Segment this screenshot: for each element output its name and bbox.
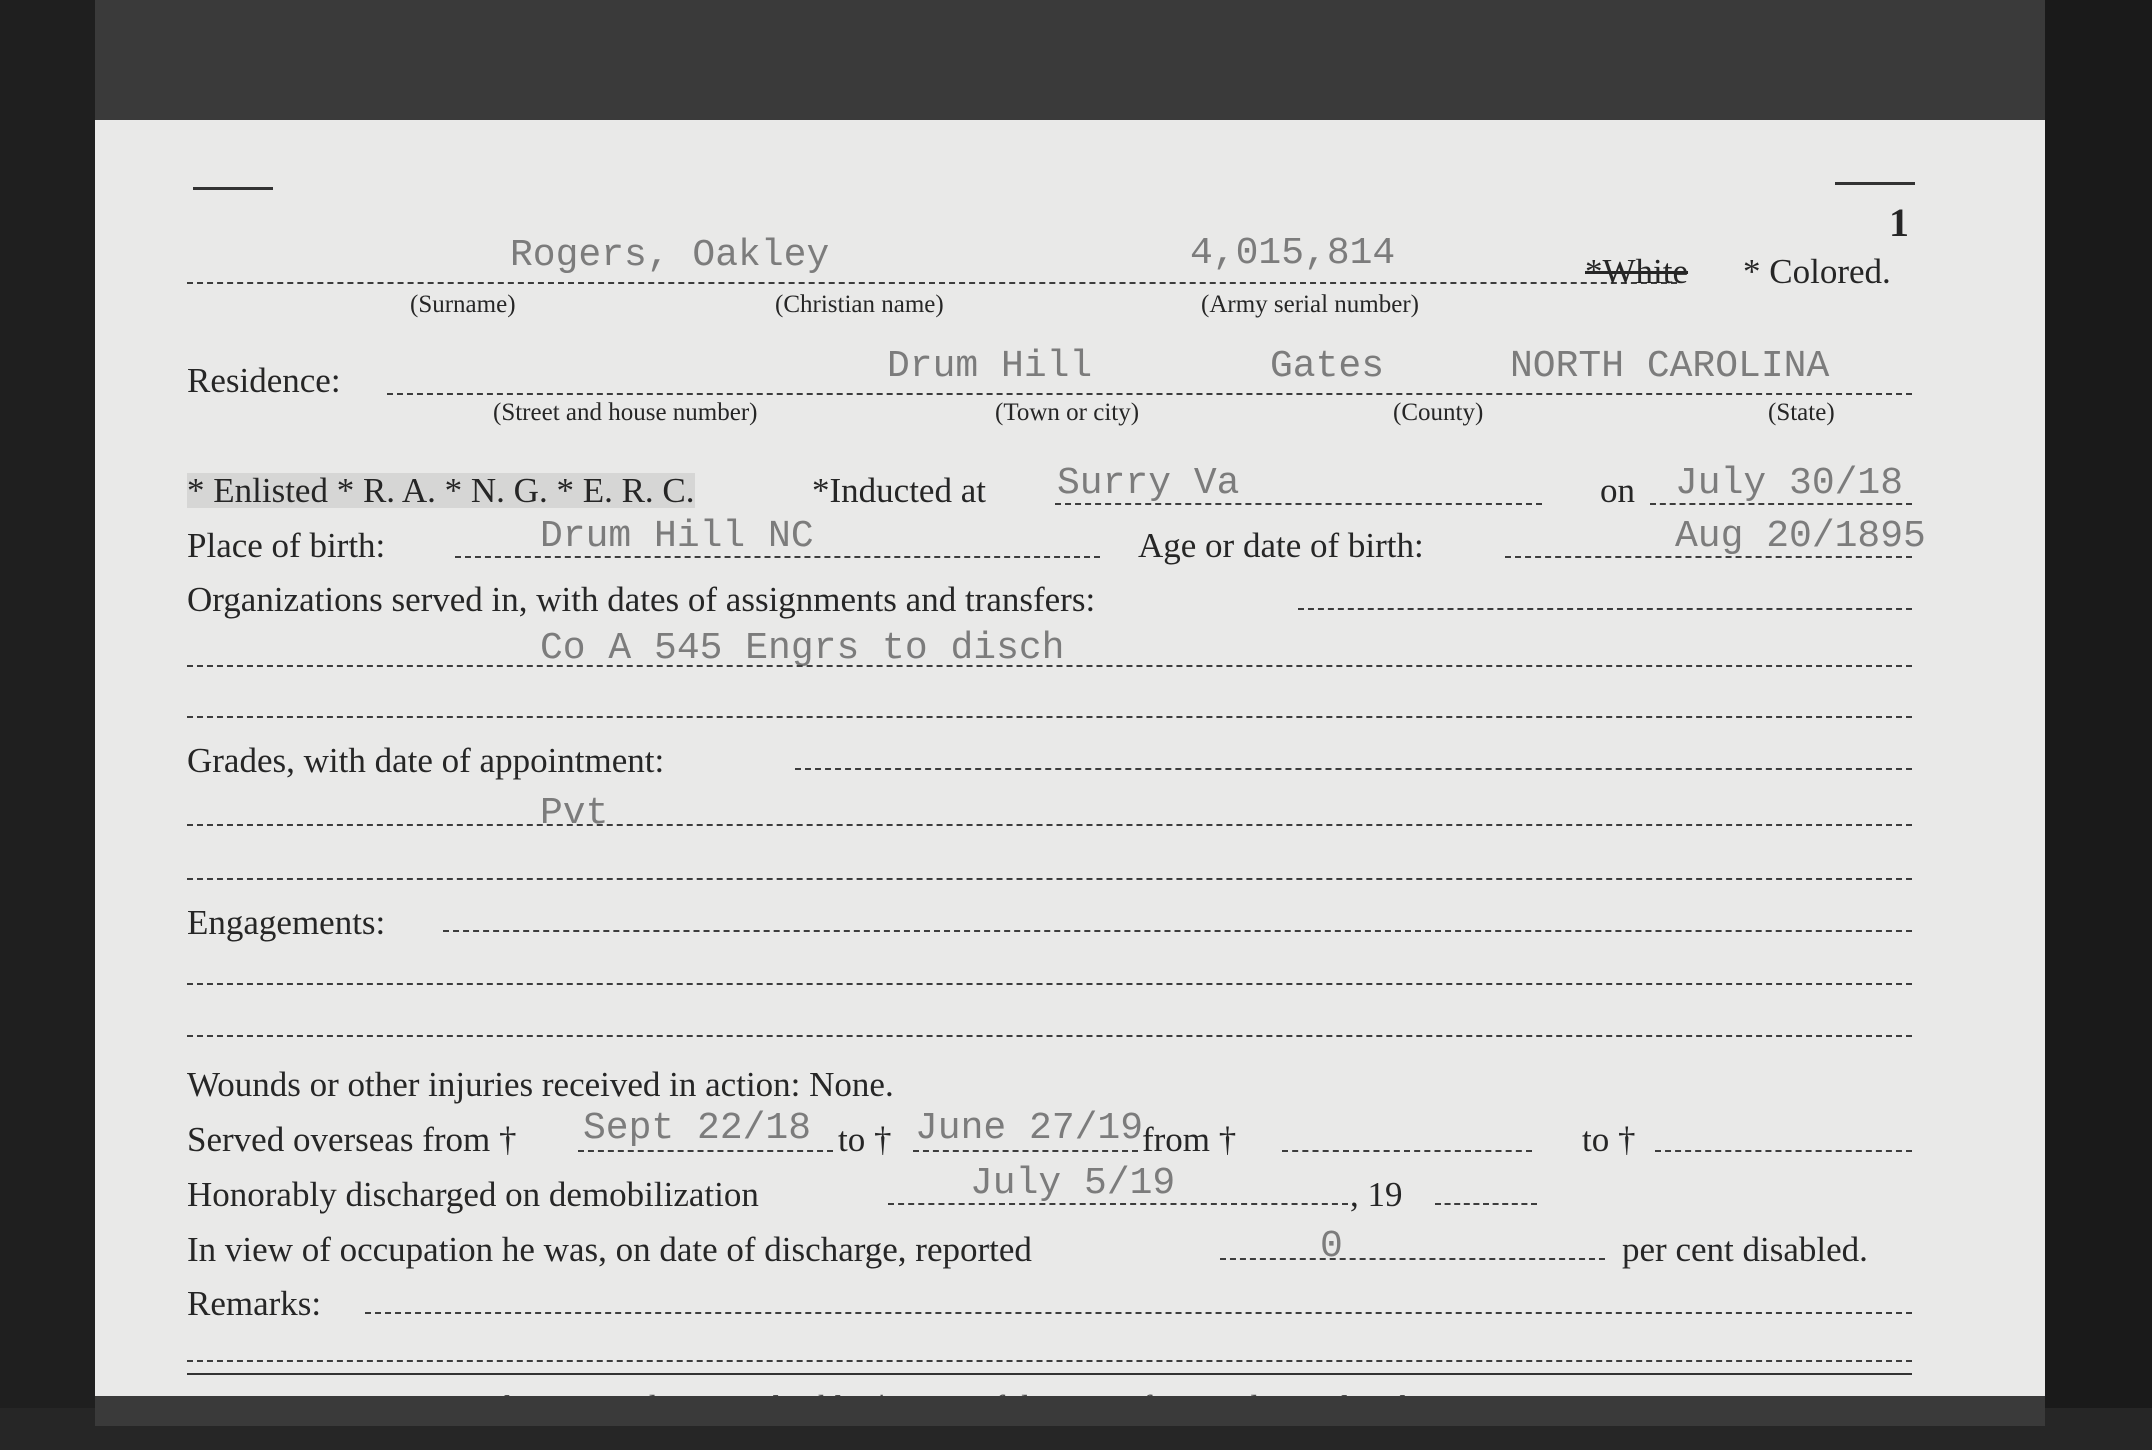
engagements-line-3 <box>187 1035 1912 1037</box>
engagements-label: Engagements: <box>187 903 386 942</box>
wounds-label: Wounds or other injuries received in action: None. <box>187 1065 894 1104</box>
engagements-line-2 <box>187 983 1912 985</box>
on-label: on <box>1600 471 1635 510</box>
overseas-to-date: June 27/19 <box>915 1107 1144 1150</box>
birth-date: Aug 20/1895 <box>1675 515 1926 558</box>
discharge-date: July 5/19 <box>970 1162 1176 1205</box>
percent-disabled-label: per cent disabled. <box>1622 1230 1868 1269</box>
grades-line-1 <box>795 768 1912 770</box>
inducted-place-line <box>1055 503 1542 505</box>
organizations-value: Co A 545 Engrs to disch <box>540 627 1065 670</box>
overseas-to-label: to † <box>838 1120 892 1159</box>
caption-state: (State) <box>1768 399 1835 426</box>
inducted-label: *Inducted at <box>812 471 986 510</box>
residence-line <box>387 393 1912 395</box>
discharged-label: Honorably discharged on demobilization <box>187 1175 759 1214</box>
service-record-card <box>95 120 2045 1420</box>
birthplace: Drum Hill NC <box>540 515 814 558</box>
birth-date-line <box>1505 556 1912 558</box>
card-bottom-shadow <box>95 1396 2045 1426</box>
caption-serial-number: (Army serial number) <box>1201 291 1419 318</box>
caption-town: (Town or city) <box>995 399 1140 426</box>
occupation-label: In view of occupation he was, on date of discharge, reported <box>187 1230 1032 1269</box>
race-colored: * Colored. <box>1743 252 1891 291</box>
caption-county: (County) <box>1393 399 1484 426</box>
from-label-2: from † <box>1142 1120 1237 1159</box>
overseas-label: Served overseas from † <box>187 1120 517 1159</box>
birthplace-label: Place of birth: <box>187 526 386 565</box>
grades-line-3 <box>187 878 1912 880</box>
background-left <box>0 0 95 1450</box>
birthplace-line <box>455 556 1100 558</box>
card-number: 1 <box>1889 200 1909 245</box>
grades-label: Grades, with date of appointment: <box>187 741 665 780</box>
to-label-2: to † <box>1582 1120 1636 1159</box>
engagements-line-1 <box>443 930 1912 932</box>
remarks-line-2 <box>187 1360 1912 1362</box>
top-left-rule <box>193 187 273 190</box>
enlisted-options-struck: * Enlisted * R. A. * N. G. * E. R. C. <box>187 471 695 510</box>
year-prefix: , 19 <box>1350 1175 1403 1214</box>
inducted-place: Surry Va <box>1057 462 1240 505</box>
background-right <box>2045 0 2152 1450</box>
organizations-line-1 <box>1298 608 1912 610</box>
inducted-date-line <box>1650 503 1912 505</box>
race-white-struck: *White <box>1585 252 1689 291</box>
disability-line <box>1220 1258 1605 1260</box>
remarks-label: Remarks: <box>187 1284 322 1323</box>
remarks-line-1 <box>365 1312 1912 1314</box>
caption-surname: (Surname) <box>410 291 516 318</box>
overseas-from-date: Sept 22/18 <box>583 1107 812 1150</box>
residence-county: Gates <box>1270 345 1385 388</box>
overseas-from-line <box>578 1150 833 1152</box>
grades-value: Pvt <box>540 792 609 835</box>
caption-street: (Street and house number) <box>493 399 758 426</box>
residence-state: NORTH CAROLINA <box>1510 345 1830 388</box>
inducted-date: July 30/18 <box>1675 462 1904 505</box>
army-serial-number: 4,015,814 <box>1190 232 1396 275</box>
discharge-line <box>888 1203 1348 1205</box>
surname-christian-name: Rogers, Oakley <box>510 234 830 277</box>
name-line <box>187 282 1677 284</box>
disability-percent: 0 <box>1320 1225 1343 1268</box>
overseas-to-line <box>913 1150 1138 1152</box>
residence-town: Drum Hill <box>887 345 1093 388</box>
background-top <box>0 0 2152 130</box>
grades-line-2 <box>187 824 1912 826</box>
year-line <box>1435 1203 1537 1205</box>
caption-christian-name: (Christian name) <box>775 291 944 318</box>
birth-date-label: Age or date of birth: <box>1138 526 1424 565</box>
residence-label: Residence: <box>187 361 341 400</box>
from-line-2 <box>1282 1150 1532 1152</box>
remarks-line-3 <box>187 1373 1912 1375</box>
organizations-line-3 <box>187 716 1912 718</box>
to-line-2 <box>1655 1150 1912 1152</box>
organizations-line-2 <box>187 665 1912 667</box>
top-right-rule <box>1835 182 1915 185</box>
organizations-label: Organizations served in, with dates of assignments and transfers: <box>187 580 1096 619</box>
